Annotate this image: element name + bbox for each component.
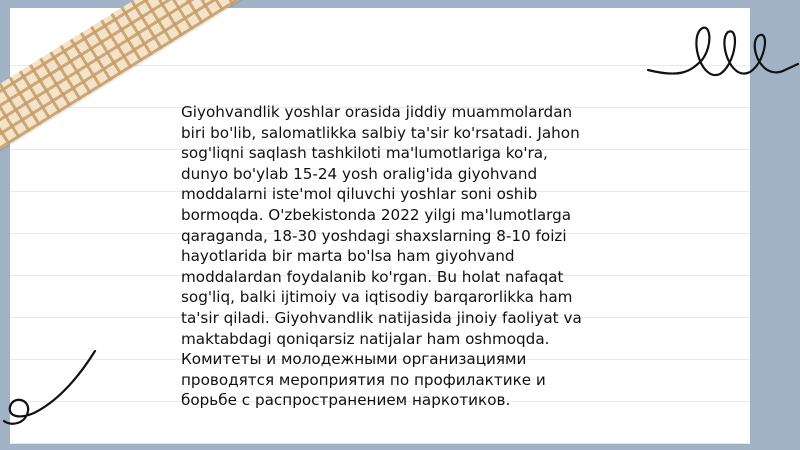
loop-scribble-bottom-left-icon bbox=[0, 345, 110, 435]
loop-scribble-top-right-icon bbox=[640, 8, 800, 98]
body-paragraph: Giyohvandlik yoshlar orasida jiddiy muammolardan biri bo'lib, salomatlikka salbiy ta'sir ko'rsatadi. Jahon sog'liqni saqlash tashkiloti ma'lumotlariga ko'ra, dunyo bo'ylab 15-24 yosh oralig'ida giyohvand moddalarni iste'mol qiluvchi yoshlar soni oshib bormoqda. O'zbekistonda 2022 yilgi ma'lumotlarga qaraganda, 18-30 yoshdagi shaxslarning 8-10 foizi hayotlarida bir marta bo'lsa ham giyohvand moddalardan foydalanib ko'rgan. Bu holat nafaqat sog'liq, balki ijtimoiy va iqtisodiy barqarorlikka ham ta'sir qiladi. Giyohvandlik natijasida jinoiy faoliyat va maktabdagi qoniqarsiz natijalar ham oshmoqda. Комитеты и молодежными организациями проводятся мероприятия по профилактике и борьбе с распространением наркотиков. bbox=[181, 103, 582, 410]
